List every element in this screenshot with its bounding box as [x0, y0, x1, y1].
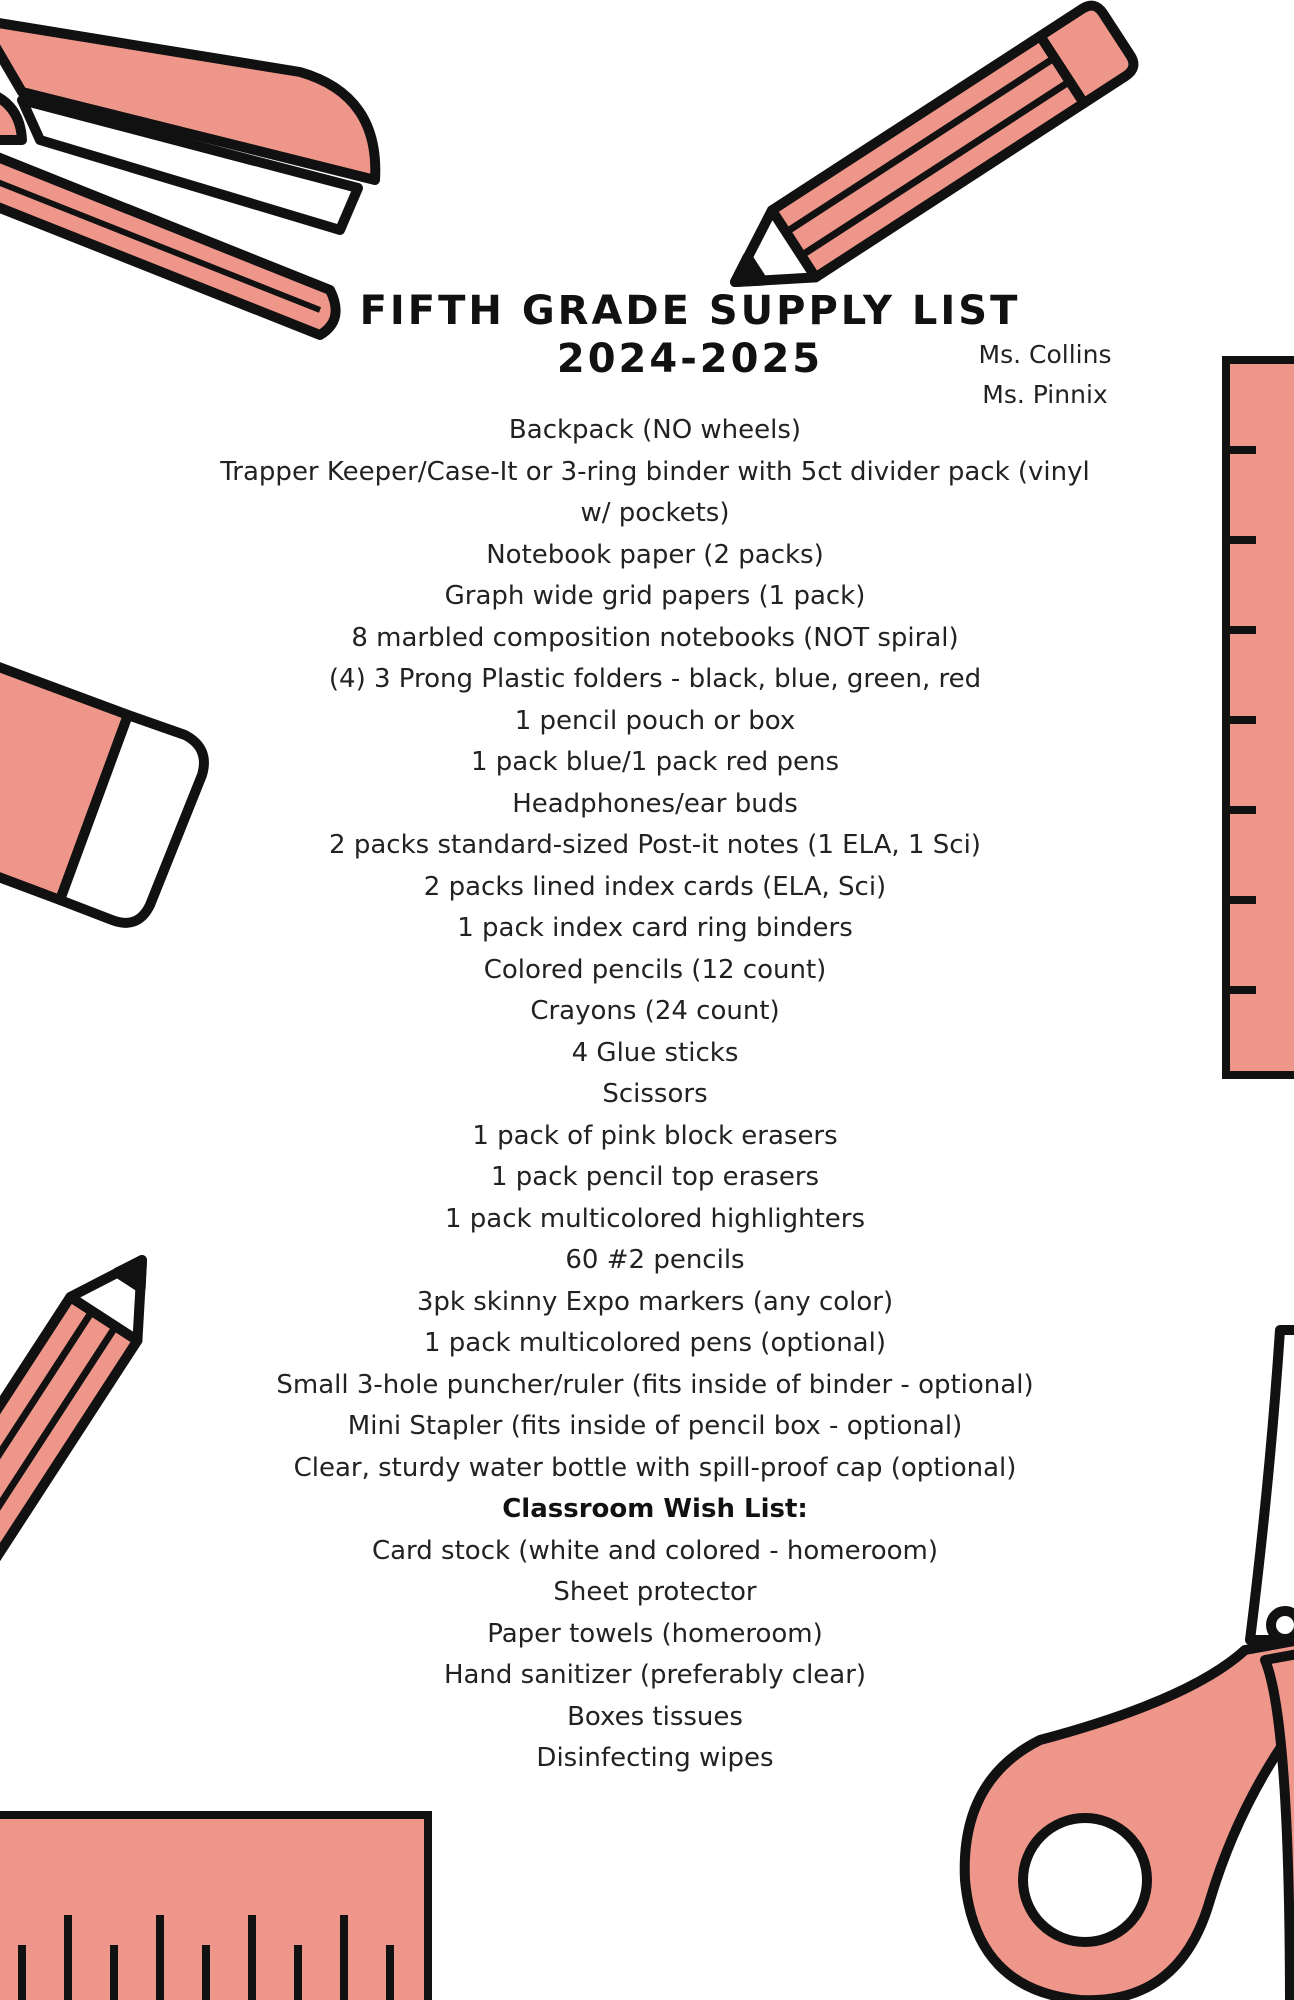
list-item: 3pk skinny Expo markers (any color) — [416, 1286, 894, 1317]
list-item: Graph wide grid papers (1 pack) — [444, 581, 866, 611]
teacher-name: Ms. Pinnix — [982, 380, 1108, 409]
ruler-icon — [1226, 360, 1294, 1075]
list-item: 60 #2 pencils — [565, 1245, 745, 1275]
list-item: (4) 3 Prong Plastic folders - black, blue, green, red — [328, 664, 982, 694]
supply-list — [195, 410, 1115, 1780]
list-item: Clear, sturdy water bottle with spill-proof cap (optional) — [293, 1452, 1017, 1483]
pencil-icon — [0, 1238, 176, 1617]
wish-list-item: Sheet protector — [553, 1577, 757, 1607]
wish-list-item: Card stock (white and colored - homeroom) — [371, 1535, 939, 1566]
list-item: 1 pack multicolored pens (optional) — [424, 1328, 886, 1358]
list-item: Trapper Keeper/Case-It or 3-ring binder with 5ct divider pack (vinyl — [220, 456, 1090, 487]
pencil-icon — [713, 1, 1138, 316]
list-item: Backpack (NO wheels) — [508, 415, 802, 445]
list-item: 1 pencil pouch or box — [514, 705, 796, 736]
teacher-name: Ms. Collins — [978, 340, 1112, 369]
list-item: 1 pack of pink block erasers — [472, 1120, 838, 1151]
list-item: 2 packs standard-sized Post-it notes (1 ELA, 1 Sci) — [329, 830, 981, 860]
list-item: 4 Glue sticks — [571, 1037, 739, 1068]
list-item: w/ pockets) — [580, 498, 730, 528]
wish-list-item: Paper towels (homeroom) — [487, 1618, 823, 1649]
list-item: 1 pack multicolored highlighters — [444, 1203, 866, 1234]
list-item: Colored pencils (12 count) — [483, 954, 827, 985]
list-item: Mini Stapler (fits inside of pencil box - optional) — [347, 1411, 963, 1441]
wish-list-heading: Classroom Wish List: — [502, 1494, 808, 1524]
wish-list-item: Hand sanitizer (preferably clear) — [443, 1660, 867, 1690]
list-item: Notebook paper (2 packs) — [486, 539, 824, 570]
ruler-icon — [0, 1815, 428, 2000]
list-item: 1 pack blue/1 pack red pens — [470, 747, 840, 777]
list-item: Crayons (24 count) — [530, 996, 780, 1026]
list-item: 8 marbled composition notebooks (NOT spiral) — [351, 622, 959, 653]
school-year: 2024-2025 — [556, 336, 824, 382]
list-item: Small 3-hole puncher/ruler (fits inside of binder - optional) — [276, 1369, 1034, 1400]
list-item: Headphones/ear buds — [512, 788, 798, 819]
list-item: 1 pack pencil top erasers — [490, 1162, 820, 1192]
eraser-icon — [0, 660, 204, 923]
page-title: FIFTH GRADE SUPPLY LIST — [359, 288, 1021, 334]
wish-list-item: Boxes tissues — [567, 1701, 743, 1732]
wish-list-item: Disinfecting wipes — [536, 1743, 774, 1773]
list-item: 1 pack index card ring binders — [457, 913, 853, 943]
list-item: Scissors — [602, 1079, 708, 1109]
list-item: 2 packs lined index cards (ELA, Sci) — [423, 871, 887, 902]
